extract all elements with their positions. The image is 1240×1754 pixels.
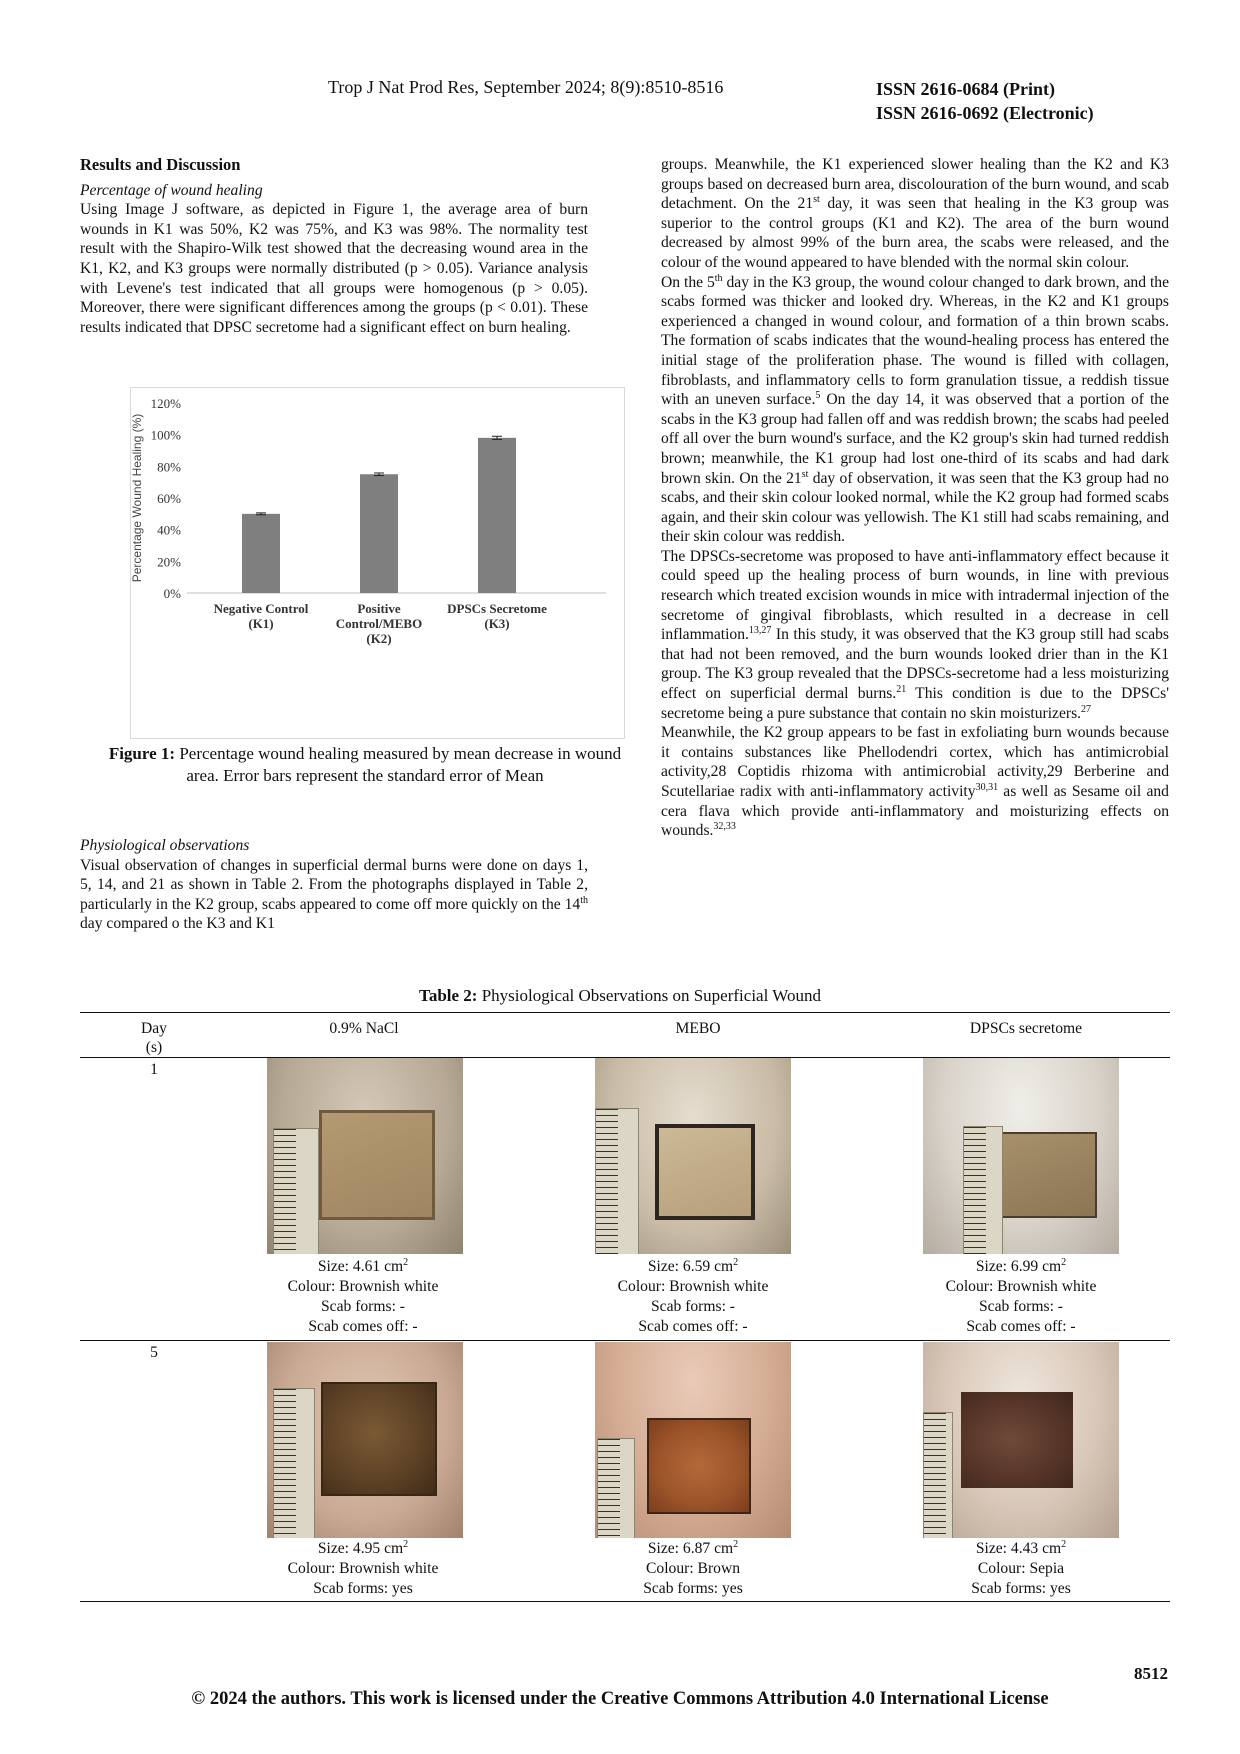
wound-photo-nacl-day5 xyxy=(267,1342,463,1538)
table-header-dpscs: DPSCs secretome xyxy=(969,1020,1083,1037)
paragraph-physiological: Visual observation of changes in superficial dermal burns were done on days 1, 5, 14, and 21 as shown in Table 2. From the photographs displayed in Table 2, particularly in the K2 group, scabs appeared to come off more quickly on the 14th day compared o the K3 and K1 xyxy=(80,856,588,933)
cell-colour: Colour: Sepia xyxy=(977,1560,1065,1577)
wound-photo-dpscs-day5 xyxy=(923,1342,1119,1538)
table-top-rule xyxy=(80,1012,1170,1013)
cell-scab-forms: Scab forms: yes xyxy=(971,1580,1071,1597)
right-column xyxy=(661,155,1169,841)
wound-photo-mebo-day5 xyxy=(595,1342,791,1538)
wound-photo-dpscs-day1 xyxy=(923,1058,1119,1254)
table-row-rule xyxy=(80,1340,1170,1341)
bar xyxy=(360,474,398,593)
x-tick-label: Control/MEBO xyxy=(335,616,423,631)
x-tick-label: (K1) xyxy=(248,616,274,631)
y-tick-label: 20% xyxy=(157,554,181,570)
cell-scab-forms: Scab forms: - xyxy=(320,1298,405,1315)
cell-size: Size: 6.87 $cm^2$ xyxy=(647,1538,739,1557)
y-axis-label: Percentage Wound Healing (%) xyxy=(131,413,144,583)
cell-scab-forms: Scab forms: yes xyxy=(643,1580,743,1597)
cell-size: Size: 4.61 $cm^2$ xyxy=(317,1256,409,1275)
page-number: 8512 xyxy=(1134,1664,1168,1683)
figure-caption xyxy=(100,743,630,787)
table-title xyxy=(0,986,1240,1006)
table-cell-nacl-day5 xyxy=(213,1539,513,1599)
cell-scab-off: Scab comes off: - xyxy=(638,1318,748,1335)
y-tick-label: 40% xyxy=(157,522,181,538)
table-header-nacl: 0.9% NaCl xyxy=(329,1020,399,1037)
y-tick-label: 100% xyxy=(150,427,181,443)
physiological-section xyxy=(80,836,588,934)
table-cell-dpscs-day5 xyxy=(871,1539,1171,1599)
cell-scab-forms: Scab forms: - xyxy=(978,1298,1063,1315)
paragraph-right-2: On the 5th day in the K3 group, the wound colour changed to dark brown, and the scabs formed was thicker and looked dry. Whereas, in the K2 and K1 groups experienced a changed in wound colour, and formation of a thin brown scabs. The formation of scabs indicates that the wound-healing process has entered the initial stage of the proliferation phase. The wound is filled with collagen, fibroblasts, and inflammatory cells to form granulation tissue, a reddish tissue with an uneven surface.$^5$ On the day 14, it was observed that a portion of the scabs in the K3 group had fallen off and was reddish brown; the scabs had peeled off all over the burn wound's surface, and the K2 group's skin had turned reddish brown; meanwhile, the K1 group had lost one-third of its scabs and had dark brown skin. On the 21st day of observation, it was seen that the K3 group had no scabs, and their skin colour looked normal, while the K2 group had formed scabs again, and their skin colour was yellowish. The K1 still had scabs remaining, and their skin colour was reddish. xyxy=(661,272,1170,546)
cell-scab-forms: Scab forms: - xyxy=(650,1298,735,1315)
table-cell-mebo-day1 xyxy=(543,1257,843,1337)
figure-caption-text: Percentage wound healing measured by mean decrease in wound area. Error bars represent the standard error of Mean xyxy=(175,744,622,785)
paragraph-right-3: The DPSCs-secretome was proposed to have anti-inflammatory effect because it could speed up the healing process of burn wounds, in line with previous research which treated excision wounds in mice with intradermal injection of the secretome of gingival fibroblasts, which resulted in a decrease in cell inflammation.$^{13,27}$ In this study, it was observed that the K3 group still had scabs that had not been removed, and the burn wounds looked drier than in the K1 group. The K3 group revealed that the DPSCs-secretome had a less moisturizing effect on superficial dermal burns.$^{21}$ This condition is due to the DPSCs' secretome being a pure substance that contain no skin moisturizers.$^{27}$ xyxy=(661,547,1169,722)
cell-scab-off: Scab comes off: - xyxy=(308,1318,418,1335)
x-tick-label: (K2) xyxy=(366,631,392,646)
left-column xyxy=(80,155,588,337)
cell-size: Size: 6.99 $cm^2$ xyxy=(975,1256,1067,1275)
issn-print: ISSN 2616-0684 (Print) xyxy=(876,79,1055,99)
y-tick-label: 60% xyxy=(157,491,181,506)
table-day-5: 5 xyxy=(150,1344,158,1361)
x-tick-label: (K3) xyxy=(484,616,510,631)
cell-scab-off: Scab comes off: - xyxy=(966,1318,1076,1335)
bar xyxy=(242,514,280,593)
x-tick-label: Negative Control xyxy=(213,601,309,616)
journal-citation: Trop J Nat Prod Res, September 2024; 8(9):8510-8516 xyxy=(328,77,724,97)
figure-label: Figure 1: xyxy=(108,744,176,763)
paragraph-wound-healing: Using Image J software, as depicted in Figure 1, the average area of burn wounds in K1 was 50%, K2 was 75%, and K3 was 98%. The normality test result with the Shapiro-Wilk test showed that the decreasing wound area in the K1, K2, and K3 groups were normally distributed (p > 0.05). Variance analysis with Levene's test indicated that all groups were homogenous (p > 0.05). Moreover, there were significant differences among the groups (p < 0.01). These results indicated that DPSC secretome had a significant effect on burn healing. xyxy=(80,201,588,336)
bar xyxy=(478,438,516,593)
cell-colour: Colour: Brown xyxy=(646,1560,740,1577)
cell-scab-forms: Scab forms: yes xyxy=(313,1580,413,1597)
section-title: Results and Discussion xyxy=(80,155,241,174)
table-header-mebo: MEBO xyxy=(675,1020,721,1037)
table-day-1: 1 xyxy=(150,1061,158,1078)
paragraph-right-1: groups. Meanwhile, the K1 experienced slower healing than the K2 and K3 groups based on decreased burn area, discolouration of the burn wound, and scab detachment. On the 21st day, it was seen that healing in the K3 group was superior to the control groups (K1 and K2). The area of the burn wound decreased by almost 99% of the burn area, the scabs were released, and the colour of the wound appeared to have blended with the normal skin colour. xyxy=(661,156,1169,271)
issn-electronic: ISSN 2616-0692 (Electronic) xyxy=(876,103,1094,123)
cell-colour: Colour: Brownish white xyxy=(287,1278,439,1295)
subsection-title-wound-healing: Percentage of wound healing xyxy=(80,181,263,199)
table-cell-nacl-day1 xyxy=(213,1257,513,1337)
cell-colour: Colour: Brownish white xyxy=(617,1278,769,1295)
cell-size: Size: 4.95 $cm^2$ xyxy=(317,1538,409,1557)
cell-colour: Colour: Brownish white xyxy=(287,1560,439,1577)
cell-colour: Colour: Brownish white xyxy=(945,1278,1097,1295)
cell-size: Size: 4.43 $cm^2$ xyxy=(975,1538,1067,1557)
table-cell-dpscs-day1 xyxy=(871,1257,1171,1337)
license-statement: © 2024 the authors. This work is licensed under the Creative Commons Attribution 4.0 International License xyxy=(191,1689,1049,1709)
y-tick-label: 0% xyxy=(163,586,181,601)
wound-photo-nacl-day1 xyxy=(267,1058,463,1254)
table-header-day: Day (s) xyxy=(141,1020,167,1056)
x-tick-label: DPSCs Secretome xyxy=(447,601,547,616)
y-tick-label: 120% xyxy=(150,396,181,411)
issn-block xyxy=(876,77,1094,125)
x-tick-label: Positive xyxy=(357,601,401,616)
wound-photo-mebo-day1 xyxy=(595,1058,791,1254)
table-label: Table 2: xyxy=(419,986,478,1005)
table-bottom-rule xyxy=(80,1601,1170,1602)
y-tick-label: 80% xyxy=(157,459,181,475)
subsection-title-physiological: Physiological observations xyxy=(80,837,250,854)
cell-size: Size: 6.59 $cm^2$ xyxy=(647,1256,739,1275)
paragraph-right-4: Meanwhile, the K2 group appears to be fast in exfoliating burn wounds because it contains substances like Phellodendri cortex, which has antimicrobial activity,28 Coptidis rhizoma with antimicrobial activity,29 Berberine and Scutellariae radix with anti-inflammatory activity$^{30,31}$ as well as Sesame oil and cera flava which provide anti-inflammatory and moisturizing effects on wounds.$^{32,33}$ xyxy=(661,724,1169,840)
figure-1-chart xyxy=(130,387,625,739)
table-cell-mebo-day5 xyxy=(543,1539,843,1599)
bar-chart-svg xyxy=(131,388,624,738)
table-title-text: Physiological Observations on Superficial Wound xyxy=(477,986,821,1005)
